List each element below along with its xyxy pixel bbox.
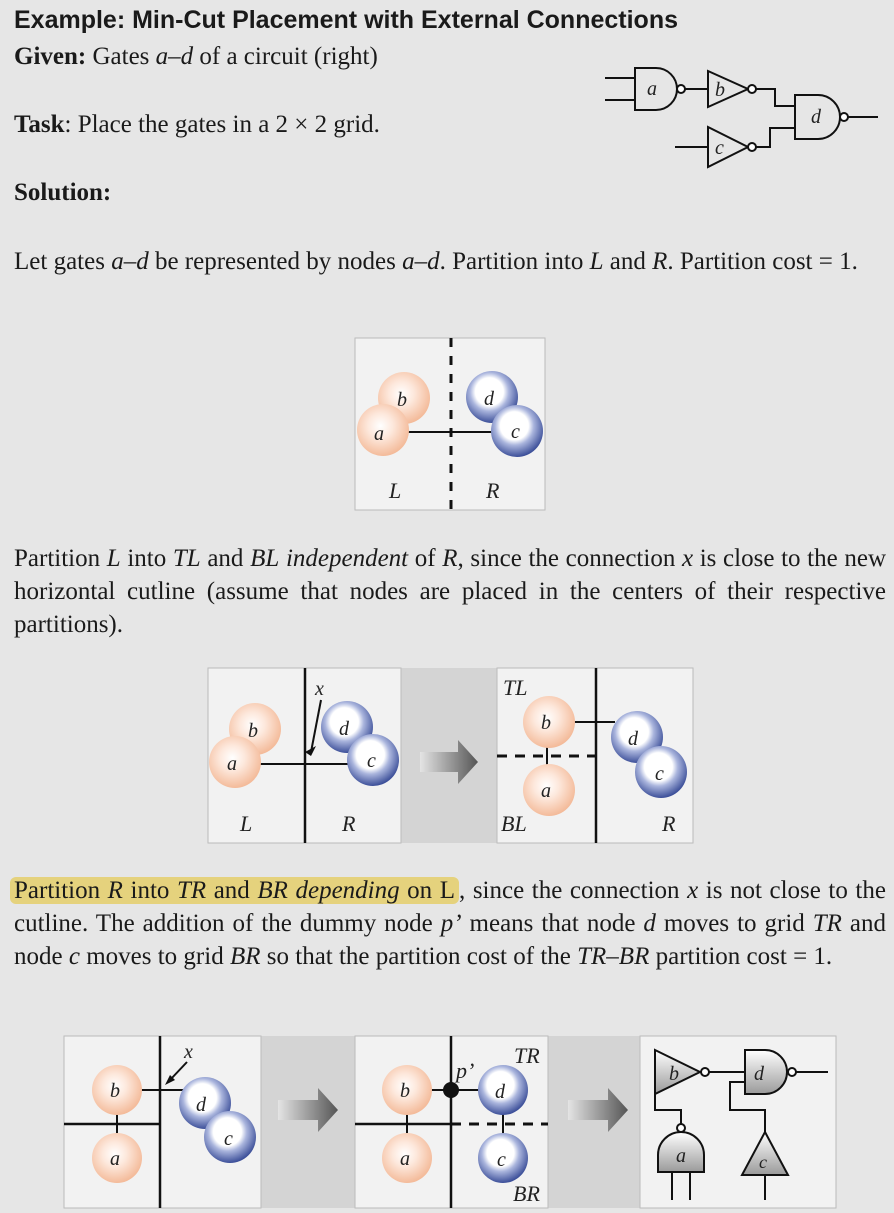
svg-text:x: x	[315, 678, 324, 700]
given-line: Given: Gates a–d of a circuit (right)	[14, 43, 378, 70]
paragraph-partition-r: Partition R into TR and BR depending on L , since the connection x is not close to the cutline. The addition of the dummy node p’ means that node d moves to grid TR and node c moves to grid BR so that the partition cost of the TR–BR partition cost = 1.	[14, 874, 886, 973]
figure-partition-r	[64, 1036, 836, 1208]
solution-label: Solution:	[14, 179, 112, 206]
figure-partition-l	[208, 668, 693, 843]
svg-text:d: d	[811, 106, 821, 128]
figure-partition-lr	[355, 338, 545, 510]
highlighted-phrase: Partition R into TR and BR depending on L	[10, 877, 459, 904]
svg-text:b: b	[541, 712, 551, 734]
svg-text:a: a	[676, 1145, 686, 1167]
svg-text:d: d	[628, 728, 638, 750]
task-label: Task	[14, 111, 65, 138]
inverter-c-icon	[708, 127, 748, 167]
svg-text:TL: TL	[503, 675, 528, 700]
svg-text:R: R	[662, 811, 676, 836]
svg-text:R: R	[486, 478, 500, 503]
svg-text:c: c	[497, 1149, 506, 1171]
svg-text:L: L	[240, 811, 253, 836]
svg-text:TR: TR	[514, 1043, 540, 1068]
svg-text:a: a	[541, 780, 551, 802]
svg-text:b: b	[110, 1080, 120, 1102]
svg-text:p’: p’	[456, 1058, 475, 1083]
svg-text:b: b	[669, 1063, 679, 1085]
svg-text:x: x	[184, 1041, 193, 1063]
svg-text:d: d	[754, 1063, 764, 1085]
svg-text:d: d	[339, 718, 349, 740]
svg-text:BL: BL	[501, 811, 527, 836]
svg-text:c: c	[511, 421, 520, 443]
svg-text:a: a	[647, 78, 657, 100]
svg-text:c: c	[715, 137, 724, 159]
svg-text:c: c	[655, 763, 664, 785]
svg-text:BR: BR	[513, 1181, 540, 1206]
example-title: Example: Min-Cut Placement with External Connections	[14, 6, 679, 34]
svg-text:b: b	[397, 389, 407, 411]
paragraph-partition-lr: Let gates a–d be represented by nodes a–d. Partition into L and R. Partition cost = 1.	[14, 248, 858, 275]
svg-text:b: b	[248, 720, 258, 742]
inverter-b-icon	[708, 71, 748, 107]
svg-text:d: d	[196, 1094, 206, 1116]
svg-text:a: a	[374, 423, 384, 445]
svg-text:a: a	[227, 753, 237, 775]
svg-text:d: d	[495, 1081, 505, 1103]
paragraph-partition-l: Partition L into TL and BL independent of R, since the connection x is close to the new horizontal cutline (assume that nodes are placed in the centers of their respective partitions).	[14, 545, 887, 638]
svg-text:a: a	[110, 1148, 120, 1170]
svg-text:c: c	[367, 750, 376, 772]
nand-gate-d-icon	[745, 1050, 787, 1094]
svg-text:b: b	[715, 79, 725, 101]
svg-text:b: b	[400, 1080, 410, 1102]
svg-text:c: c	[759, 1152, 767, 1172]
svg-text:R: R	[342, 811, 356, 836]
given-label: Given:	[14, 43, 87, 70]
svg-text:d: d	[484, 388, 494, 410]
dummy-node-p	[443, 1082, 459, 1098]
svg-text:c: c	[224, 1128, 233, 1150]
svg-text:a: a	[400, 1148, 410, 1170]
task-line: Task: Place the gates in a 2 × 2 grid.	[14, 111, 380, 138]
svg-text:L: L	[389, 478, 402, 503]
circuit-diagram	[605, 68, 878, 167]
